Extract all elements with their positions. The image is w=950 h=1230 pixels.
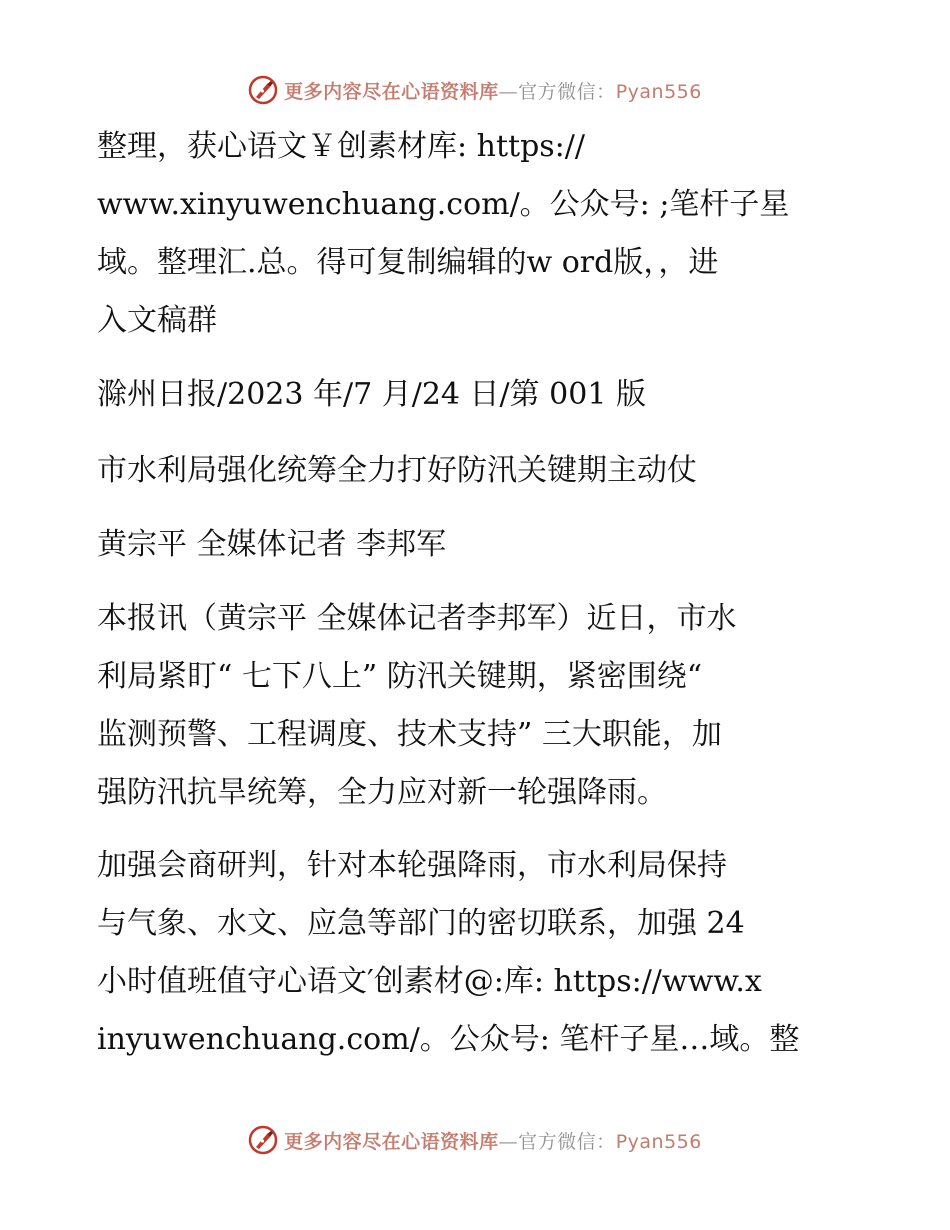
text-line: 滁州日报/2023 年/7 月/24 日/第 001 版 — [97, 377, 646, 412]
text-line: 市水利局强化统筹全力打好防汛关键期主动仗 — [97, 453, 697, 488]
text-line: inyuwenchuang.com/。公众号: 笔杆子星…域。整 — [97, 1022, 800, 1057]
banner-text — [284, 1127, 702, 1154]
paragraph-lead — [97, 590, 857, 822]
text-line: 整理，获心语文￥创素材库: https:// — [97, 129, 585, 164]
text-line: 本报讯（黄宗平 全媒体记者李邦军）近日，市水 — [97, 601, 737, 636]
pen-nib-logo-icon — [248, 75, 278, 105]
paragraph-intro — [97, 118, 857, 350]
text-line: 监测预警、工程调度、技术支持” 三大职能，加 — [97, 717, 722, 752]
text-line: 加强会商研判，针对本轮强降雨，市水利局保持 — [97, 848, 727, 883]
text-line: 域。整理汇.总。得可复制编辑的w ord版，，进 — [97, 245, 719, 280]
text-line: 小时值班值守心语文′创素材@:库: https://www.x — [97, 964, 762, 999]
article-byline — [97, 516, 857, 574]
banner-wechat-id: Pyan556 — [615, 80, 702, 103]
banner-dash: — — [498, 80, 519, 103]
banner-sub-text: 官方微信： — [518, 1130, 616, 1153]
banner-text — [284, 77, 702, 104]
text-line: 与气象、水文、应急等部门的密切联系，加强 24 — [97, 906, 745, 941]
text-line: 强防汛抗旱统筹，全力应对新一轮强降雨。 — [97, 775, 667, 810]
paragraph-source — [97, 366, 857, 424]
banner-main-text: 更多内容尽在心语资料库 — [284, 80, 499, 103]
banner-sub-text: 官方微信： — [518, 80, 616, 103]
paragraph-body — [97, 837, 857, 1069]
footer-banner — [0, 1120, 950, 1160]
banner-main-text: 更多内容尽在心语资料库 — [284, 1130, 499, 1153]
pen-nib-logo-icon — [248, 1125, 278, 1155]
banner-dash: — — [498, 1130, 519, 1153]
text-line: 入文稿群 — [97, 303, 217, 338]
header-banner — [0, 70, 950, 110]
text-line: 利局紧盯“ 七下八上” 防汛关键期，紧密围绕“ — [97, 659, 703, 694]
text-line: www.xinyuwenchuang.com/。公众号: ;笔杆子星 — [97, 187, 790, 222]
text-line: 黄宗平 全媒体记者 李邦军 — [97, 527, 447, 562]
banner-wechat-id: Pyan556 — [615, 1130, 702, 1153]
article-title — [97, 442, 857, 500]
